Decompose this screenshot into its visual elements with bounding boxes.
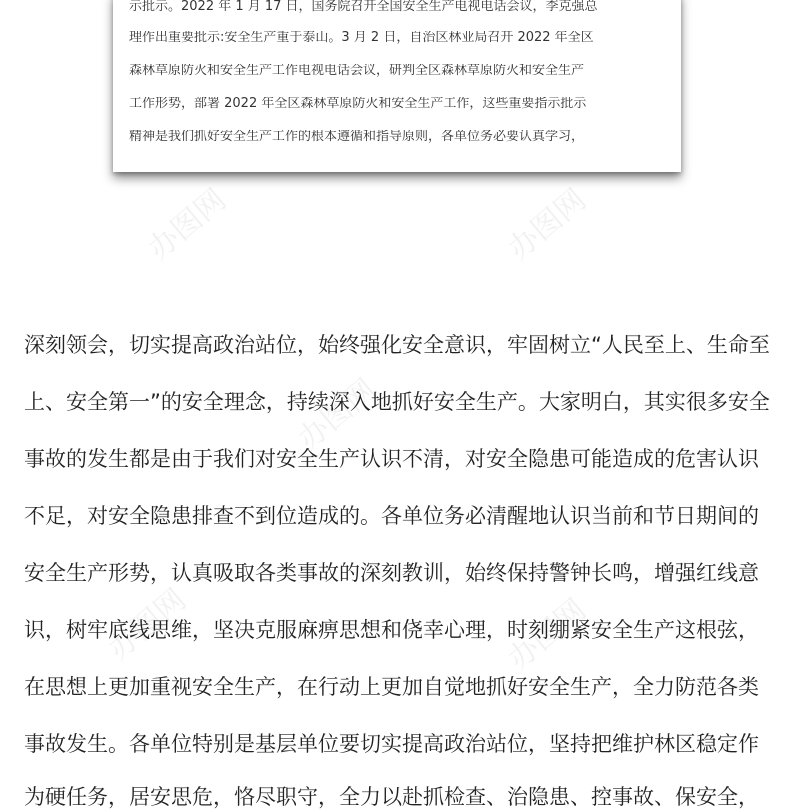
- body-line: 识，树牢底线思维，坚决克服麻痹思想和侥幸心理，时刻绷紧安全生产这根弦，: [24, 618, 759, 642]
- watermark-3: 办图网: [291, 372, 383, 458]
- body-line: 安全生产形势，认真吸取各类事故的深刻教训，始终保持警钟长鸣，增强红线意: [24, 561, 759, 585]
- preview-line: 精神是我们抓好安全生产工作的根本遵循和指导原则，各单位务必要认真学习，: [129, 130, 585, 143]
- watermark-5: 办图网: [501, 592, 593, 678]
- document-preview-card: [113, 0, 681, 172]
- watermark-1: 办图网: [141, 182, 233, 268]
- preview-line: 森林草原防火和安全生产工作电视电话会议，研判全区森林草原防火和安全生产: [129, 64, 585, 77]
- body-line: 为硬任务，居安思危，恪尽职守，全力以赴抓检查、治隐患、控事故、保安全，: [24, 785, 759, 809]
- body-line: 事故的发生都是由于我们对安全生产认识不清，对安全隐患可能造成的危害认识: [24, 447, 759, 471]
- watermark-4: 办图网: [101, 582, 193, 668]
- body-line: 深刻领会，切实提高政治站位，始终强化安全意识，牢固树立“人民至上、生命至: [24, 333, 770, 357]
- preview-line: 工作形势，部署 2022 年全区森林草原防火和安全生产工作，这些重要指示批示: [129, 97, 587, 110]
- preview-line: 示批示。2022 年 1 月 17 日，国务院召开全国安全生产电视电话会议，李克强总: [129, 0, 598, 13]
- body-line: 事故发生。各单位特别是基层单位要切实提高政治站位，坚持把维护林区稳定作: [24, 732, 759, 756]
- watermark-2: 办图网: [501, 182, 593, 268]
- body-line: 不足，对安全隐患排查不到位造成的。各单位务必清醒地认识当前和节日期间的: [24, 504, 759, 528]
- body-line: 在思想上更加重视安全生产，在行动上更加自觉地抓好安全生产，全力防范各类: [24, 675, 759, 699]
- body-line: 上、安全第一”的安全理念，持续深入地抓好安全生产。大家明白，其实很多安全: [24, 390, 770, 414]
- preview-line: 理作出重要批示:安全生产重于泰山。3 月 2 日，自治区林业局召开 2022 年全区: [129, 31, 594, 44]
